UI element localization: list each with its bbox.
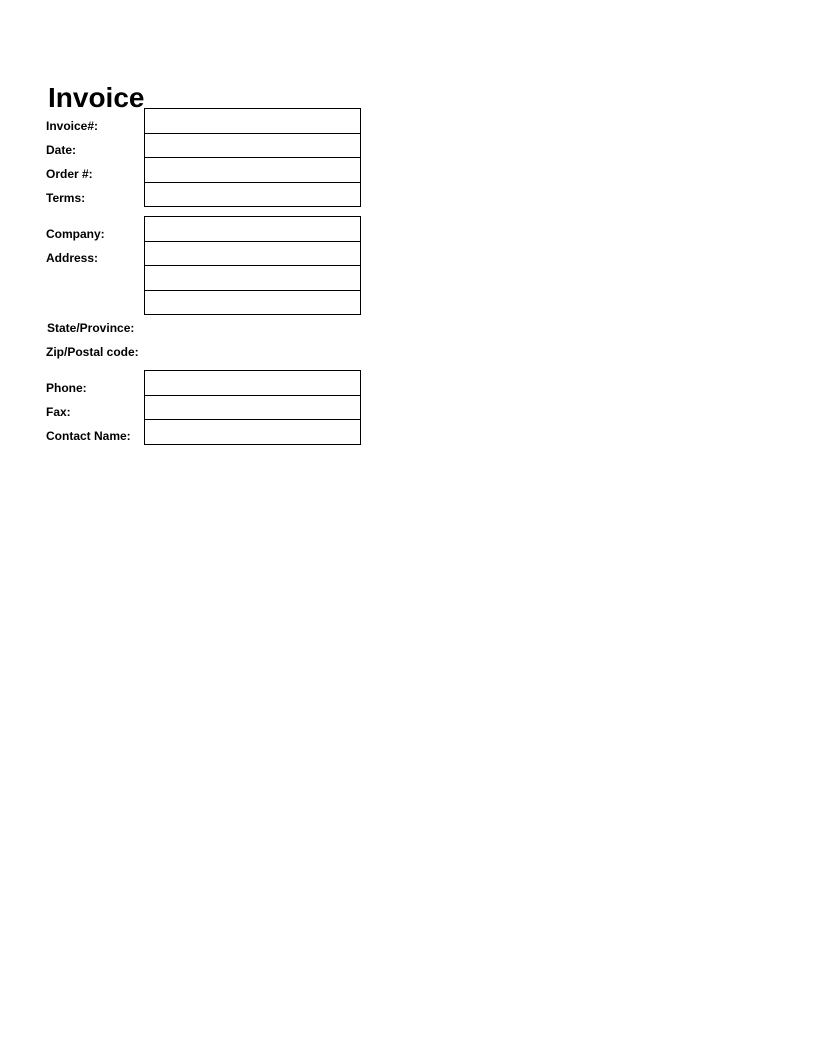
address-line-2-field[interactable] [145, 266, 360, 291]
invoice-info-fields [144, 108, 361, 207]
address-line-1-field[interactable] [145, 242, 360, 267]
invoice-number-field[interactable] [145, 109, 360, 134]
terms-field[interactable] [145, 183, 360, 207]
contact-name-field[interactable] [145, 420, 360, 444]
fax-field[interactable] [145, 396, 360, 421]
address-label: Address: [46, 251, 99, 265]
date-label: Date: [46, 143, 77, 157]
contact-name-label: Contact Name: [46, 429, 131, 443]
company-field[interactable] [145, 217, 360, 242]
terms-label: Terms: [46, 191, 86, 205]
date-field[interactable] [145, 134, 360, 159]
order-number-label: Order #: [46, 167, 93, 181]
phone-label: Phone: [46, 381, 87, 395]
zip-postal-code-label: Zip/Postal code: [46, 345, 139, 359]
phone-field[interactable] [145, 371, 360, 396]
invoice-number-label: Invoice#: [46, 119, 99, 133]
state-province-label: State/Province: [47, 321, 135, 335]
company-address-fields [144, 216, 361, 315]
invoice-title: Invoice [48, 82, 145, 113]
fax-label: Fax: [46, 405, 71, 419]
contact-fields [144, 370, 361, 445]
address-line-3-field[interactable] [145, 291, 360, 315]
company-label: Company: [46, 227, 105, 241]
order-number-field[interactable] [145, 158, 360, 183]
